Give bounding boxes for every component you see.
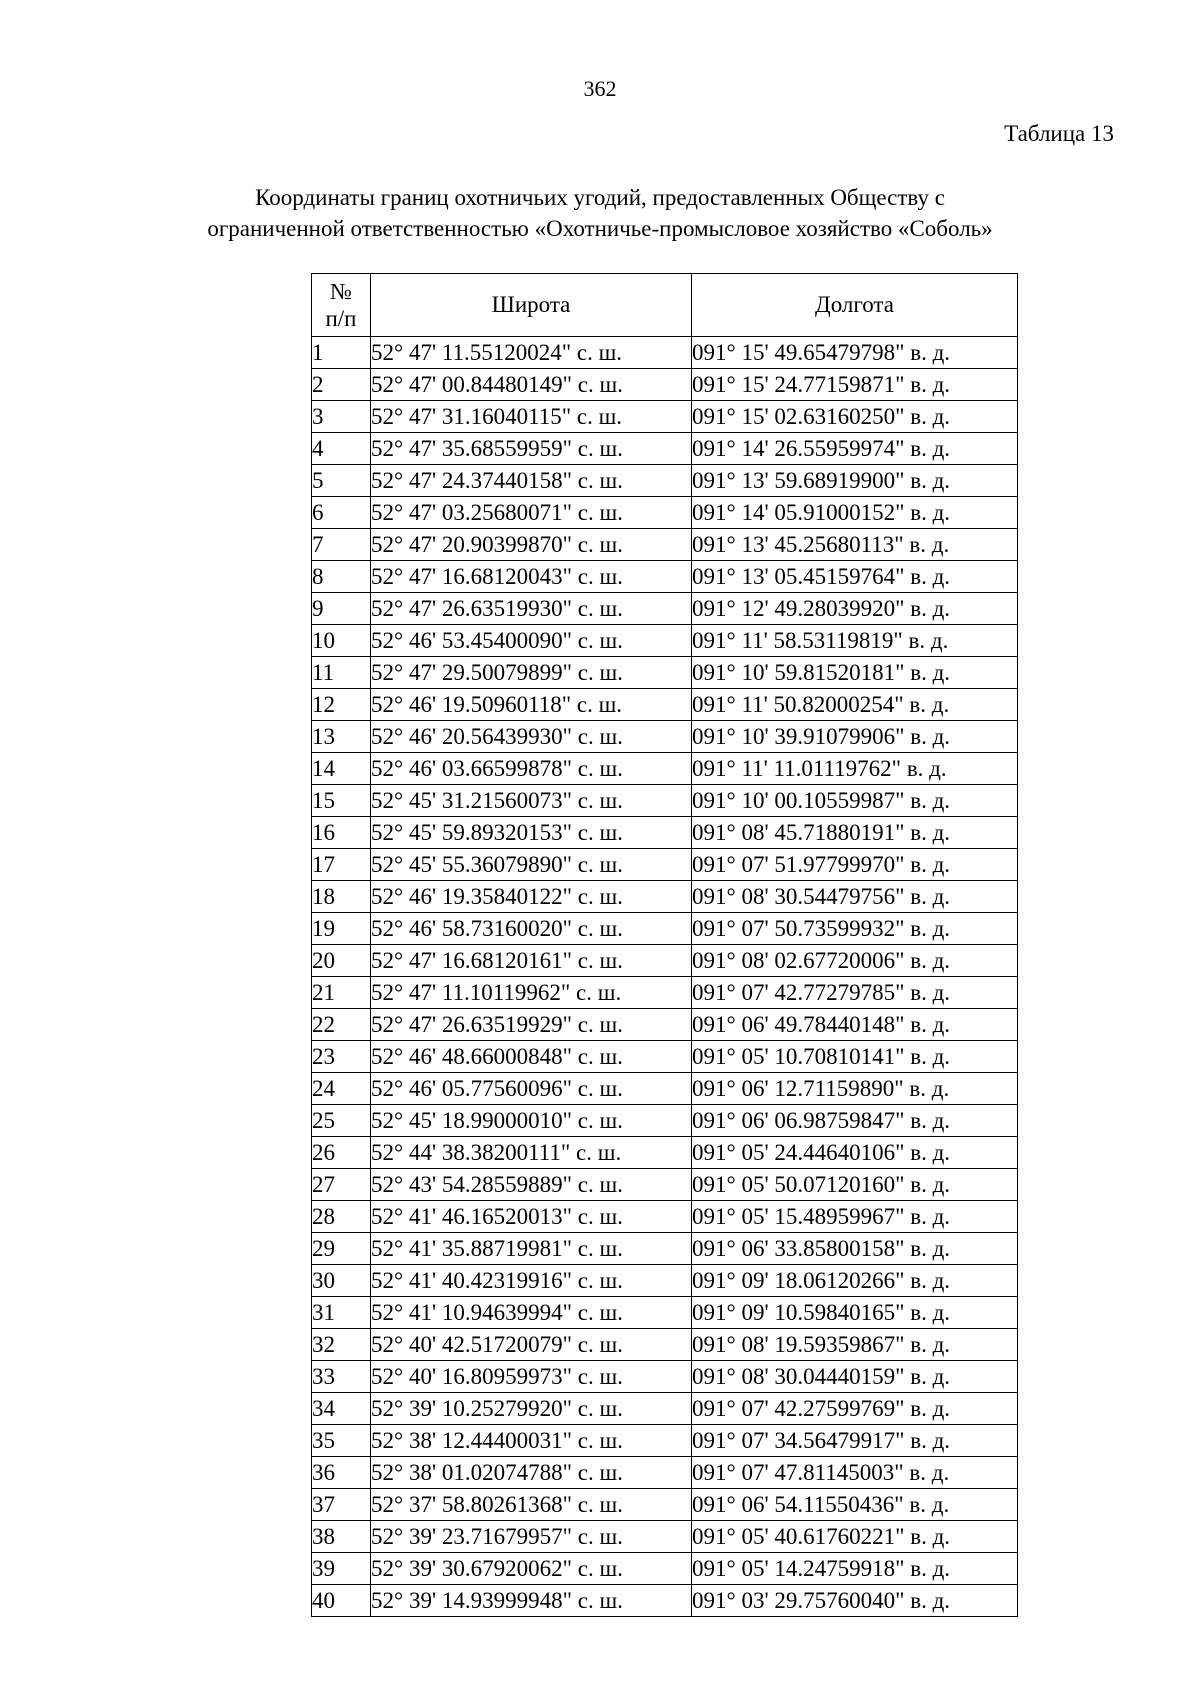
longitude-cell: 091° 07' 47.81145003" в. д.: [692, 1457, 1018, 1489]
longitude-cell: 091° 08' 30.04440159" в. д.: [692, 1361, 1018, 1393]
page-number: 362: [583, 76, 617, 101]
latitude-cell: 52° 43' 54.28559889" с. ш.: [371, 1169, 692, 1201]
row-number: 30: [312, 1265, 371, 1297]
latitude-cell: 52° 47' 03.25680071" с. ш.: [371, 497, 692, 529]
row-number: 10: [312, 625, 371, 657]
latitude-cell: 52° 44' 38.38200111" с. ш.: [371, 1137, 692, 1169]
row-number: 13: [312, 721, 371, 753]
latitude-cell: 52° 45' 18.99000010" с. ш.: [371, 1105, 692, 1137]
row-number: 40: [312, 1585, 371, 1617]
latitude-cell: 52° 40' 16.80959973" с. ш.: [371, 1361, 692, 1393]
table-row: [312, 657, 1018, 689]
longitude-cell: 091° 05' 10.70810141" в. д.: [692, 1041, 1018, 1073]
table-row: [312, 497, 1018, 529]
table-row: [312, 785, 1018, 817]
row-number: 39: [312, 1553, 371, 1585]
latitude-cell: 52° 41' 40.42319916" с. ш.: [371, 1265, 692, 1297]
latitude-cell: 52° 47' 24.37440158" с. ш.: [371, 465, 692, 497]
latitude-cell: 52° 47' 11.55120024" с. ш.: [371, 337, 692, 369]
longitude-cell: 091° 06' 06.98759847" в. д.: [692, 1105, 1018, 1137]
title-line-2: ограниченной ответственностью «Охотничье-промысловое хозяйство «Соболь»: [207, 216, 993, 241]
latitude-cell: 52° 45' 59.89320153" с. ш.: [371, 817, 692, 849]
longitude-cell: 091° 07' 34.56479917" в. д.: [692, 1425, 1018, 1457]
row-number: 29: [312, 1233, 371, 1265]
table-row: [312, 881, 1018, 913]
table-row: [312, 401, 1018, 433]
row-number: 26: [312, 1137, 371, 1169]
row-number: 2: [312, 369, 371, 401]
latitude-cell: 52° 45' 55.36079890" с. ш.: [371, 849, 692, 881]
row-number: 33: [312, 1361, 371, 1393]
longitude-cell: 091° 14' 26.55959974" в. д.: [692, 433, 1018, 465]
row-number: 24: [312, 1073, 371, 1105]
row-number: 7: [312, 529, 371, 561]
longitude-cell: 091° 08' 02.67720006" в. д.: [692, 945, 1018, 977]
latitude-cell: 52° 46' 20.56439930" с. ш.: [371, 721, 692, 753]
latitude-cell: 52° 46' 48.66000848" с. ш.: [371, 1041, 692, 1073]
table-row: [312, 1585, 1018, 1617]
longitude-cell: 091° 14' 05.91000152" в. д.: [692, 497, 1018, 529]
latitude-cell: 52° 40' 42.51720079" с. ш.: [371, 1329, 692, 1361]
table-row: [312, 625, 1018, 657]
longitude-cell: 091° 06' 49.78440148" в. д.: [692, 1009, 1018, 1041]
table-row: [312, 849, 1018, 881]
table-row: [312, 1105, 1018, 1137]
table-row: [312, 593, 1018, 625]
coordinates-table: [311, 273, 1018, 1617]
row-number: 5: [312, 465, 371, 497]
longitude-cell: 091° 05' 50.07120160" в. д.: [692, 1169, 1018, 1201]
title-line-1: Координаты границ охотничьих угодий, предоставленных Обществу с: [255, 185, 945, 210]
latitude-cell: 52° 47' 31.16040115" с. ш.: [371, 401, 692, 433]
table-row: [312, 337, 1018, 369]
row-number: 19: [312, 913, 371, 945]
row-number: 25: [312, 1105, 371, 1137]
row-number: 3: [312, 401, 371, 433]
table-row: [312, 465, 1018, 497]
latitude-cell: 52° 46' 19.35840122" с. ш.: [371, 881, 692, 913]
table-row: [312, 369, 1018, 401]
longitude-cell: 091° 06' 12.71159890" в. д.: [692, 1073, 1018, 1105]
latitude-cell: 52° 47' 26.63519929" с. ш.: [371, 1009, 692, 1041]
row-number: 18: [312, 881, 371, 913]
row-number: 12: [312, 689, 371, 721]
table-row: [312, 1553, 1018, 1585]
table-row: [312, 561, 1018, 593]
row-number: 8: [312, 561, 371, 593]
table-row: [312, 945, 1018, 977]
latitude-cell: 52° 46' 03.66599878" с. ш.: [371, 753, 692, 785]
longitude-cell: 091° 12' 49.28039920" в. д.: [692, 593, 1018, 625]
latitude-cell: 52° 39' 14.93999948" с. ш.: [371, 1585, 692, 1617]
row-number: 11: [312, 657, 371, 689]
table-row: [312, 1073, 1018, 1105]
longitude-cell: 091° 08' 45.71880191" в. д.: [692, 817, 1018, 849]
table-label: Таблица 13: [1004, 121, 1114, 146]
table-row: [312, 1041, 1018, 1073]
longitude-cell: 091° 08' 30.54479756" в. д.: [692, 881, 1018, 913]
table-row: [312, 1393, 1018, 1425]
longitude-cell: 091° 11' 58.53119819" в. д.: [692, 625, 1018, 657]
table-row: [312, 1137, 1018, 1169]
row-number: 34: [312, 1393, 371, 1425]
latitude-cell: 52° 46' 19.50960118" с. ш.: [371, 689, 692, 721]
table-row: [312, 1009, 1018, 1041]
row-number: 20: [312, 945, 371, 977]
latitude-cell: 52° 39' 30.67920062" с. ш.: [371, 1553, 692, 1585]
longitude-cell: 091° 15' 24.77159871" в. д.: [692, 369, 1018, 401]
row-number: 28: [312, 1201, 371, 1233]
latitude-cell: 52° 47' 16.68120043" с. ш.: [371, 561, 692, 593]
table-row: [312, 1521, 1018, 1553]
table-row: [312, 1233, 1018, 1265]
latitude-cell: 52° 46' 53.45400090" с. ш.: [371, 625, 692, 657]
latitude-cell: 52° 38' 01.02074788" с. ш.: [371, 1457, 692, 1489]
latitude-cell: 52° 47' 26.63519930" с. ш.: [371, 593, 692, 625]
table-row: [312, 1297, 1018, 1329]
table-row: [312, 433, 1018, 465]
row-number: 4: [312, 433, 371, 465]
latitude-cell: 52° 47' 35.68559959" с. ш.: [371, 433, 692, 465]
longitude-cell: 091° 13' 59.68919900" в. д.: [692, 465, 1018, 497]
latitude-cell: 52° 47' 11.10119962" с. ш.: [371, 977, 692, 1009]
longitude-cell: 091° 05' 40.61760221" в. д.: [692, 1521, 1018, 1553]
longitude-cell: 091° 03' 29.75760040" в. д.: [692, 1585, 1018, 1617]
table-row: [312, 1361, 1018, 1393]
longitude-cell: 091° 06' 33.85800158" в. д.: [692, 1233, 1018, 1265]
row-number: 23: [312, 1041, 371, 1073]
table-row: [312, 1489, 1018, 1521]
row-number: 17: [312, 849, 371, 881]
table-row: [312, 529, 1018, 561]
latitude-cell: 52° 39' 10.25279920" с. ш.: [371, 1393, 692, 1425]
table-row: [312, 753, 1018, 785]
table-row: [312, 1169, 1018, 1201]
longitude-cell: 091° 05' 15.48959967" в. д.: [692, 1201, 1018, 1233]
longitude-cell: 091° 07' 42.27599769" в. д.: [692, 1393, 1018, 1425]
document-title: [0, 182, 1200, 244]
row-number: 27: [312, 1169, 371, 1201]
table-header-row: [312, 274, 1018, 337]
table-row: [312, 1457, 1018, 1489]
longitude-cell: 091° 13' 45.25680113" в. д.: [692, 529, 1018, 561]
row-number: 31: [312, 1297, 371, 1329]
table-row: [312, 817, 1018, 849]
longitude-cell: 091° 09' 10.59840165" в. д.: [692, 1297, 1018, 1329]
longitude-cell: 091° 07' 50.73599932" в. д.: [692, 913, 1018, 945]
row-number: 32: [312, 1329, 371, 1361]
row-number: 35: [312, 1425, 371, 1457]
row-number: 36: [312, 1457, 371, 1489]
longitude-cell: 091° 15' 02.63160250" в. д.: [692, 401, 1018, 433]
header-number-symbol: №: [330, 279, 352, 304]
table-row: [312, 977, 1018, 1009]
header-number-abbrev: п/п: [325, 306, 357, 331]
latitude-cell: 52° 46' 05.77560096" с. ш.: [371, 1073, 692, 1105]
table-row: [312, 913, 1018, 945]
latitude-cell: 52° 47' 20.90399870" с. ш.: [371, 529, 692, 561]
header-latitude: Широта: [371, 274, 692, 337]
header-longitude: Долгота: [692, 274, 1018, 337]
row-number: 16: [312, 817, 371, 849]
latitude-cell: 52° 38' 12.44400031" с. ш.: [371, 1425, 692, 1457]
latitude-cell: 52° 47' 00.84480149" с. ш.: [371, 369, 692, 401]
table-row: [312, 1329, 1018, 1361]
longitude-cell: 091° 06' 54.11550436" в. д.: [692, 1489, 1018, 1521]
latitude-cell: 52° 45' 31.21560073" с. ш.: [371, 785, 692, 817]
table-row: [312, 1425, 1018, 1457]
row-number: 6: [312, 497, 371, 529]
table-row: [312, 721, 1018, 753]
longitude-cell: 091° 07' 51.97799970" в. д.: [692, 849, 1018, 881]
row-number: 22: [312, 1009, 371, 1041]
table-row: [312, 1265, 1018, 1297]
row-number: 21: [312, 977, 371, 1009]
latitude-cell: 52° 37' 58.80261368" с. ш.: [371, 1489, 692, 1521]
longitude-cell: 091° 09' 18.06120266" в. д.: [692, 1265, 1018, 1297]
longitude-cell: 091° 13' 05.45159764" в. д.: [692, 561, 1018, 593]
longitude-cell: 091° 08' 19.59359867" в. д.: [692, 1329, 1018, 1361]
longitude-cell: 091° 11' 11.01119762" в. д.: [692, 753, 1018, 785]
row-number: 38: [312, 1521, 371, 1553]
row-number: 14: [312, 753, 371, 785]
longitude-cell: 091° 15' 49.65479798" в. д.: [692, 337, 1018, 369]
longitude-cell: 091° 05' 14.24759918" в. д.: [692, 1553, 1018, 1585]
latitude-cell: 52° 41' 35.88719981" с. ш.: [371, 1233, 692, 1265]
row-number: 9: [312, 593, 371, 625]
header-number: [312, 274, 371, 337]
longitude-cell: 091° 07' 42.77279785" в. д.: [692, 977, 1018, 1009]
longitude-cell: 091° 10' 59.81520181" в. д.: [692, 657, 1018, 689]
longitude-cell: 091° 10' 39.91079906" в. д.: [692, 721, 1018, 753]
latitude-cell: 52° 47' 16.68120161" с. ш.: [371, 945, 692, 977]
row-number: 1: [312, 337, 371, 369]
latitude-cell: 52° 39' 23.71679957" с. ш.: [371, 1521, 692, 1553]
latitude-cell: 52° 46' 58.73160020" с. ш.: [371, 913, 692, 945]
latitude-cell: 52° 47' 29.50079899" с. ш.: [371, 657, 692, 689]
row-number: 15: [312, 785, 371, 817]
table-row: [312, 1201, 1018, 1233]
longitude-cell: 091° 10' 00.10559987" в. д.: [692, 785, 1018, 817]
latitude-cell: 52° 41' 46.16520013" с. ш.: [371, 1201, 692, 1233]
longitude-cell: 091° 05' 24.44640106" в. д.: [692, 1137, 1018, 1169]
longitude-cell: 091° 11' 50.82000254" в. д.: [692, 689, 1018, 721]
latitude-cell: 52° 41' 10.94639994" с. ш.: [371, 1297, 692, 1329]
row-number: 37: [312, 1489, 371, 1521]
table-row: [312, 689, 1018, 721]
